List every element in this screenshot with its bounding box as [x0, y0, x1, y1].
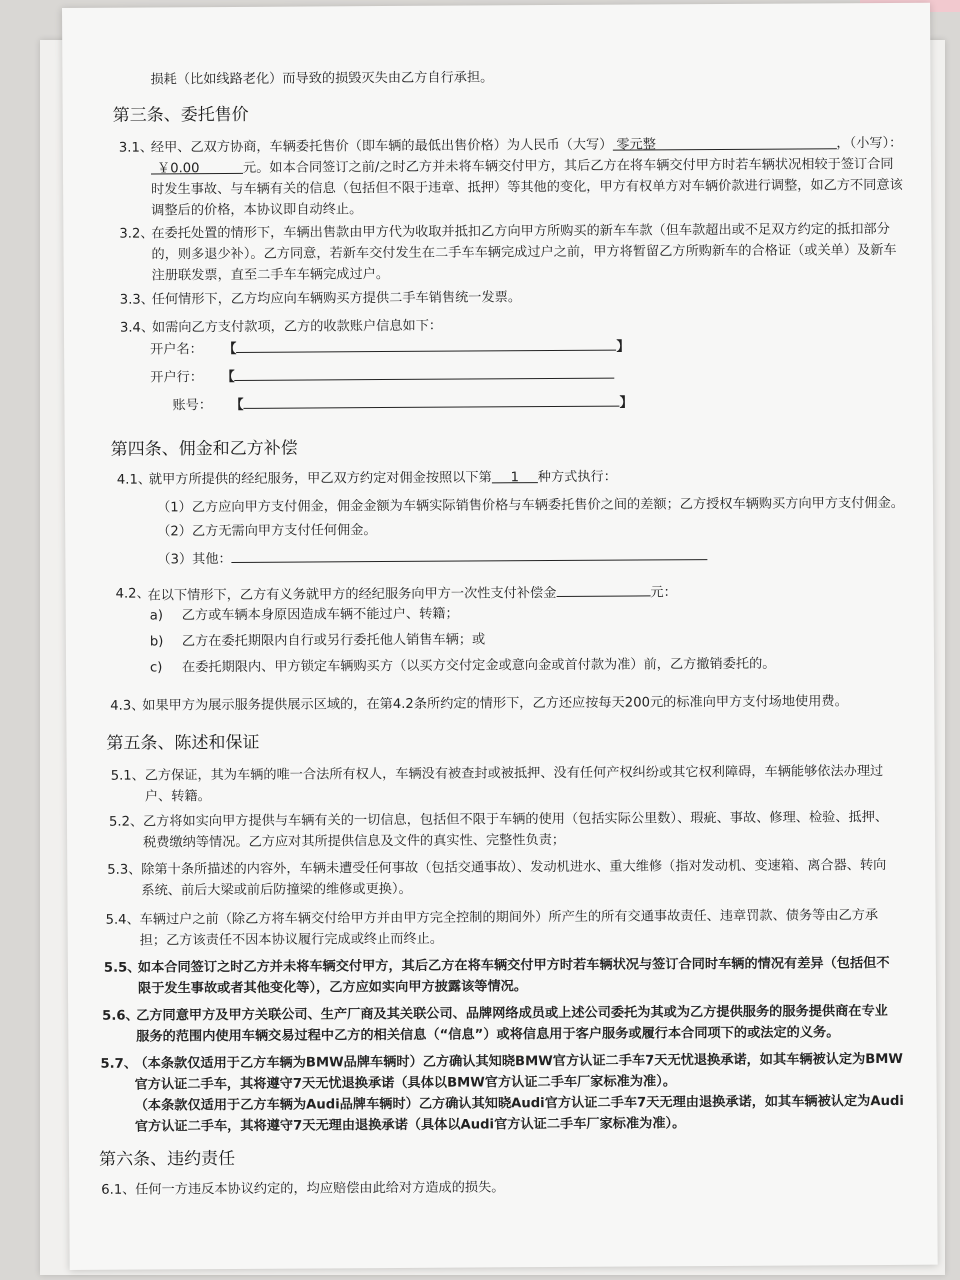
- bank-label: 开户行：: [150, 370, 204, 386]
- article-6-title: 第六条、违约责任: [98, 1148, 236, 1170]
- clause-5-2: [143, 807, 923, 854]
- clause-5-1: [145, 761, 925, 808]
- clause-3-3-text: 任何情形下，乙方均应向车辆购买方提供二手车销售统一发票。: [151, 290, 522, 308]
- commission-option-1: （1）乙方应向甲方支付佣金，佣金金额为车辆实际销售价格与车辆委托售价之间的差额；乙方授权车辆购买方向甲方支付佣金。: [157, 495, 904, 516]
- continuation-line: 损耗（比如线路老化）而导致的损毁灭失由乙方自行承担。: [150, 70, 494, 88]
- clause-5-4-text-a: 车辆过户之前（除乙方将车辆交付给甲方并由甲方完全控制的期间外）所产生的所有交通事故责任、违章罚款、债务等由乙方承: [139, 908, 879, 928]
- clause-4-2: [148, 580, 677, 606]
- clause-3-1-number: 3.1、: [118, 140, 154, 156]
- amount-words: 零元整: [616, 137, 657, 153]
- commission-option-field: [492, 467, 538, 486]
- clause-3-4-text: 如需向乙方支付款项，乙方的收款账户信息如下：: [151, 318, 443, 336]
- account-number-bracket-open: 【: [230, 397, 244, 413]
- clause-5-7-text-a: （本条款仅适用于乙方车辆为BMW品牌车辆时）乙方确认其知晓BMW官方认证二手车7天无忧退换承诺，如其车辆被认定为BMW: [134, 1051, 904, 1072]
- clause-3-1-text-c: 元。如本合同签订之前/之时乙方并未将车辆交付甲方，其后乙方在将车辆交付甲方时若车辆状况相较于签订合同: [242, 156, 894, 176]
- list-item-b-mark: b): [149, 634, 164, 650]
- clause-4-2-number: 4.2、: [115, 586, 150, 602]
- article-3-title: 第三条、委托售价: [112, 104, 249, 126]
- clause-5-3-text-b: 系统、前后大梁或前后防撞梁的维修或更换）。: [141, 881, 412, 899]
- list-item-c-text: 在委托期限内、甲方锁定车辆购买方（以买方交付定金或意向金或首付款为准）前，乙方撤销委托的。: [181, 656, 776, 676]
- clause-4-1-text-a: 就甲方所提供的经纪服务，甲乙双方约定对佣金按照以下第: [148, 470, 492, 488]
- list-item-a-text: 乙方或车辆本身原因造成车辆不能过户、转籍；: [181, 606, 459, 624]
- account-name-bracket-open: 【: [223, 341, 237, 358]
- list-item-c-mark: c): [149, 660, 163, 676]
- clause-5-5-text-a: 如本合同签订之时乙方并未将车辆交付甲方，其后乙方在将车辆交付甲方时若车辆状况与签订合同时车辆的情况有差异（包括但不: [137, 955, 890, 976]
- commission-other-field[interactable]: [232, 544, 708, 563]
- clause-3-3-number: 3.3、: [119, 292, 155, 308]
- clause-4-1-number: 4.1、: [116, 472, 152, 488]
- contract-page: [62, 3, 938, 1270]
- clause-5-3-text-a: 除第十条所描述的内容外，车辆未遭受任何事故（包括交通事故）、发动机进水、重大维修（指对发动机、变速箱、离合器、转向: [141, 857, 887, 878]
- clause-5-6-text-a: 乙方同意甲方及甲方关联公司、生产厂商及其关联公司、品牌网络成员或上述公司委托为其或为乙方提供服务的服务提供商在专业: [136, 1003, 888, 1024]
- clause-5-7-number: 5.7、: [100, 1056, 138, 1072]
- clause-3-2-text-a: 在委托处置的情形下，车辆出售款由甲方代为收取并抵扣乙方向甲方所购买的新车车款（但车款超出或不足双方约定的抵扣部分: [151, 221, 890, 242]
- clause-3-1-text-b: ，（小写）：: [836, 135, 903, 152]
- article-5-title: 第五条、陈述和保证: [106, 732, 260, 754]
- amount-words-field: [612, 133, 836, 153]
- clause-5-5-text-b: 限于发生事故或者其他变化等），乙方应如实向甲方披露该等情况。: [137, 979, 528, 997]
- amount-number-field: [151, 158, 243, 175]
- commission-option-2: （2）乙方无需向甲方支付任何佣金。: [157, 523, 377, 540]
- clause-5-1-text-a: 乙方保证，其为车辆的唯一合法所有权人，车辆没有被查封或被抵押、没有任何产权纠纷或其它权利障碍，车辆能够依法办理过: [144, 763, 884, 784]
- clause-4-1: [149, 467, 617, 491]
- clause-5-4: [140, 905, 920, 952]
- clause-5-7: [134, 1049, 934, 1138]
- clause-5-4-number: 5.4、: [105, 912, 140, 928]
- commission-option-3: [157, 544, 707, 570]
- article-4-title: 第四条、佣金和乙方补偿: [110, 438, 298, 460]
- bank-field[interactable]: [235, 363, 615, 381]
- account-number-row: [172, 391, 632, 417]
- clause-3-1-text-e: 调整后的价格，本协议即自动终止。: [151, 202, 363, 219]
- clause-5-4-text-b: 担；乙方该责任不因本协议履行完成或终止而终止。: [139, 931, 444, 949]
- account-number-field[interactable]: [244, 391, 620, 409]
- account-name-row: [150, 335, 630, 361]
- clause-5-5: [138, 953, 928, 1000]
- commission-option-3-label: （3）其他：: [157, 551, 232, 568]
- clause-5-6: [136, 1001, 926, 1048]
- clause-3-1: [151, 133, 921, 222]
- list-item-a-mark: a): [149, 608, 163, 624]
- list-item-b-text: 乙方在委托期限内自行或另行委托他人销售车辆；或: [181, 632, 486, 650]
- clause-3-1-text-a: 经甲、乙双方协商，车辆委托售价（即车辆的最低出售价格）为人民币（大写）: [150, 137, 613, 156]
- clause-5-3-number: 5.3、: [107, 862, 142, 878]
- clause-5-3: [141, 855, 921, 902]
- amount-number: ￥0.00: [156, 161, 200, 177]
- clause-5-2-text-a: 乙方将如实向甲方提供与车辆有关的一切信息，包括但不限于车辆的使用（包括实际公里数）、瑕疵、事故、修理、检验、抵押、: [142, 809, 889, 830]
- clause-4-3-number: 4.3、: [110, 698, 145, 714]
- clause-5-6-text-b: 服务的范围内使用车辆交易过程中乙方的相关信息（“信息”）或将信息用于客户服务或履行本合同项下的或法定的义务。: [136, 1025, 840, 1045]
- clause-3-2-text-b: 的，则多退少补）。乙方同意，若新车交付发生在二手车车辆完成过户之前，甲方将暂留乙方所购新车的合格证（或关单）及新车: [151, 242, 897, 263]
- clause-5-6-number: 5.6、: [102, 1008, 139, 1024]
- account-number-label: 账号：: [172, 398, 213, 414]
- account-name-label: 开户名：: [150, 342, 203, 358]
- clause-5-7-text-d: 官方认证二手车，其将遵守7天无理由退换承诺（具体以Audi官方认证二手车厂家标准为准）。: [134, 1116, 686, 1135]
- clause-4-2-text-b: 元：: [650, 585, 677, 601]
- bank-row: [150, 363, 614, 389]
- list-item-c: [150, 654, 776, 679]
- clause-3-2-text-c: 注册联发票，直至二手车车辆完成过户。: [151, 267, 390, 284]
- commission-option: 1: [510, 470, 519, 486]
- clause-4-2-text-a: 在以下情形下，乙方有义务就甲方的经纪服务向甲方一次性支付补偿金: [147, 585, 557, 604]
- clause-5-2-text-b: 税费缴纳等情况。乙方应对其所提供信息及文件的真实性、完整性负责；: [143, 832, 566, 851]
- clause-5-7-text-b: 官方认证二手车，其将遵守7天无忧退换承诺（具体以BMW官方认证二手车厂家标准为准）。: [134, 1074, 677, 1093]
- clause-5-7-text-c: （本条款仅适用于乙方车辆为Audi品牌车辆时）乙方确认其知晓Audi官方认证二手车7天无理由退换承诺，如其车辆被认定为Audi: [134, 1093, 904, 1114]
- clause-5-1-text-b: 户、转籍。: [144, 789, 211, 805]
- clause-3-4-number: 3.4、: [119, 320, 155, 336]
- list-item-b: [150, 629, 485, 652]
- account-number-bracket-close: 】: [619, 395, 633, 411]
- clause-5-5-number: 5.5、: [103, 960, 141, 976]
- clause-6-1-text: 任何一方违反本协议约定的，均应赔偿由此给对方造成的损失。: [135, 1180, 505, 1198]
- clause-4-3-text: 如果甲方为展示服务提供展示区域的，在第4.2条所约定的情形下，乙方还应按每天200元的标准向甲方支付场地使用费。: [142, 694, 848, 714]
- account-name-bracket-close: 】: [616, 339, 630, 355]
- clause-5-1-number: 5.1、: [110, 768, 145, 784]
- clause-3-1-text-d: 时发生事故、与车辆有关的信息（包括但不限于违章、抵押）等其他的变化，甲方有权单方对车辆价款进行调整，如乙方不同意该: [151, 177, 903, 198]
- bank-bracket-open: 【: [221, 369, 235, 386]
- clause-3-2: [151, 219, 921, 287]
- clause-6-1-number: 6.1、: [101, 1182, 136, 1198]
- clause-5-2-number: 5.2、: [108, 814, 144, 830]
- compensation-amount-field[interactable]: [556, 580, 650, 597]
- clause-4-1-text-b: 种方式执行：: [537, 469, 617, 486]
- list-item-a: [150, 604, 459, 627]
- clause-3-2-number: 3.2、: [119, 226, 154, 242]
- account-name-field[interactable]: [236, 335, 616, 353]
